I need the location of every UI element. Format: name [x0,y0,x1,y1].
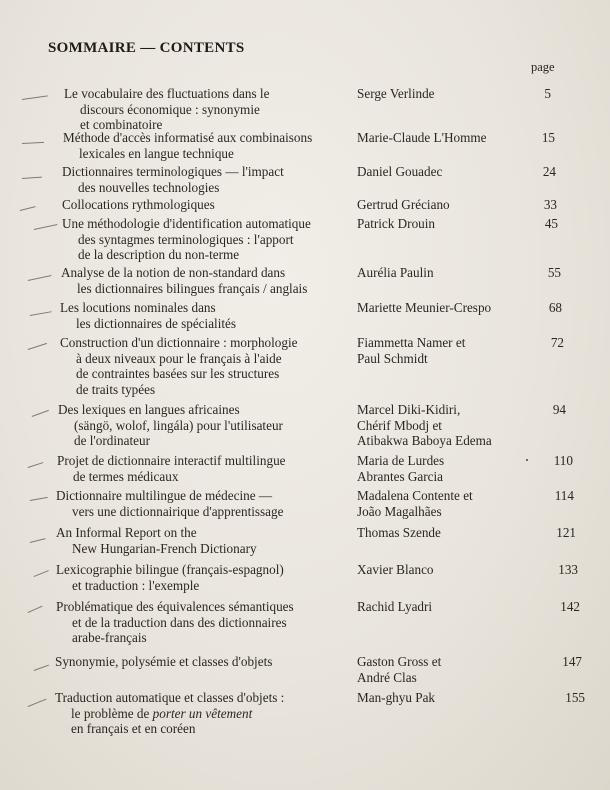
entry-author [357,525,441,541]
entry-author-line: Marcel Diki-Kidiri, [357,402,461,417]
entry-author-line: Maria de Lurdes [357,453,445,468]
pencil-tick-mark [30,311,52,317]
entry-title-line: Projet de dictionnaire interactif multilingue [57,453,286,468]
entry-author [357,86,435,102]
entry-title [57,453,286,484]
entry-title-line: de contraintes basées sur les structures [76,366,280,381]
entry-author-line: Patrick Drouin [357,216,436,231]
pencil-tick-mark [34,570,50,578]
pencil-tick-mark [28,343,48,351]
entry-title-line: de traits typées [76,381,156,397]
pencil-tick-mark [34,665,50,672]
contents-heading: SOMMAIRE — CONTENTS [48,40,245,56]
entry-author-line: Atibakwa Baboya Edema [357,433,492,448]
entry-title-line: Dictionnaires terminologiques — l'impact [62,164,284,179]
pencil-tick-mark [34,224,58,231]
entry-title-line: (sängö, wolof, lingála) pour l'utilisateur [74,417,283,433]
entry-author [357,197,450,213]
entry-title-line: et combinatoire [80,117,163,132]
entry-title-line: le problème de porter un vêtement [71,705,253,721]
entry-title [56,562,284,593]
entry-author [357,654,441,685]
entry-author [357,265,434,281]
entry-author [357,130,486,146]
entry-author [357,335,465,366]
entry-title-line: et de la traduction dans des dictionnaires [72,614,287,630]
entry-title-line: lexicales en langue technique [79,145,234,161]
entry-page-number: 5 [544,86,551,101]
pencil-tick-mark [28,275,52,282]
entry-author [357,690,435,706]
entry-author-line: João Magalhães [357,503,442,519]
entry-title-line: Les locutions nominales dans [60,300,216,315]
entry-page-number: 155 [565,690,585,705]
entry-title-line: Collocations rythmologiques [62,197,215,212]
entry-page-number: 147 [562,654,582,669]
entry-author [357,488,473,519]
entry-author [357,453,444,484]
entry-page-number: 45 [544,216,558,231]
stray-dot [526,459,528,461]
pencil-tick-mark [30,538,46,544]
entry-page-number: 142 [560,599,580,614]
entry-author-line: Fiammetta Namer et [357,335,466,350]
pencil-tick-mark [22,95,48,101]
entry-title-line: New Hungarian-French Dictionary [72,540,257,556]
entry-page-number: 114 [554,488,574,503]
entry-title-line: Synonymie, polysémie et classes d'objets [55,654,273,669]
entry-author-line: Gaston Gross et [357,654,442,669]
entry-author-line: Thomas Szende [357,525,441,540]
entry-page-number: 133 [558,562,578,577]
entry-page-number: 33 [543,197,557,212]
entry-page-number: 68 [548,300,562,315]
entry-title-line: arabe-français [72,630,147,645]
pencil-tick-mark [20,206,36,212]
entry-title [56,599,294,646]
entry-author-line: Serge Verlinde [357,86,435,101]
entry-title [64,86,269,133]
entry-title-line: Des lexiques en langues africaines [58,402,240,417]
entry-title [61,265,307,296]
entry-title-line: Traduction automatique et classes d'objets : [55,690,285,705]
entry-title-line: Dictionnaire multilingue de médecine — [56,488,273,503]
entry-title-line: Analyse de la notion de non-standard dans [61,265,286,280]
pencil-tick-mark [30,497,48,502]
entry-title [56,488,283,519]
pencil-tick-mark [22,142,44,145]
entry-author-line: Chérif Mbodj et [357,417,442,433]
entry-title-line: et traduction : l'exemple [72,577,200,593]
page-column-label: page [531,60,555,74]
entry-page-number: 110 [553,453,573,468]
entry-author-line: Gertrud Gréciano [357,197,450,212]
entry-page-number: 24 [542,164,556,179]
pencil-tick-mark [22,177,42,180]
entry-author [357,562,434,578]
entry-title [60,335,298,397]
pencil-tick-mark [28,462,44,469]
entry-title-line: de termes médicaux [73,468,179,484]
entry-title-line: discours économique : synonymie [80,101,260,117]
entry-author-line: Daniel Gouadec [357,164,443,179]
entry-author [357,599,432,615]
entry-title [58,402,283,449]
entry-title-line: des nouvelles technologies [78,179,220,195]
entry-author-line: André Clas [357,669,417,685]
entry-page-number: 15 [541,130,555,145]
entry-author-line: Paul Schmidt [357,350,428,366]
entry-title [60,300,236,331]
entry-author-line: Man-ghyu Pak [357,690,436,705]
entry-title [55,690,284,737]
entry-title-line: les dictionnaires bilingues français / anglais [77,280,308,296]
entry-title-line: Une méthodologie d'identification automatique [62,216,311,231]
pencil-tick-mark [28,699,47,708]
entry-title-line: de la description du non-terme [78,247,240,262]
entry-page-number: 121 [556,525,576,540]
entry-title [62,164,284,195]
entry-page-number: 72 [550,335,564,350]
entry-page-number: 55 [547,265,561,280]
entry-title-line: Lexicographie bilingue (français-espagnol) [56,562,284,577]
entry-title-line: en français et en coréen [71,721,196,736]
entry-author [357,164,442,180]
entry-author-line: Mariette Meunier-Crespo [357,300,492,315]
entry-title-line: Le vocabulaire des fluctuations dans le [64,86,270,101]
entry-author-line: Xavier Blanco [357,562,434,577]
entry-author-line: Abrantes Garcia [357,468,444,484]
entry-title [62,216,311,263]
pencil-tick-mark [28,606,43,614]
entry-title-line: vers une dictionnairique d'apprentissage [72,503,284,519]
entry-author-line: Marie-Claude L'Homme [357,130,487,145]
entry-title [62,197,215,213]
entry-title-line: Méthode d'accès informatisé aux combinaisons [63,130,313,145]
entry-title-line: à deux niveaux pour le français à l'aide [76,350,282,366]
pencil-tick-mark [32,410,50,418]
entry-author [357,402,492,449]
entry-title [55,654,272,670]
entry-title-line: Construction d'un dictionnaire : morphologie [60,335,298,350]
entry-author-line: Rachid Lyadri [357,599,433,614]
entry-title-line: An Informal Report on the [56,525,197,540]
entry-title-line: de l'ordinateur [74,433,150,448]
entry-title-line: des syntagmes terminologiques : l'apport [78,231,294,247]
entry-page-number: 94 [552,402,566,417]
entry-author-line: Madalena Contente et [357,488,473,503]
entry-title [63,130,312,161]
entry-author [357,216,435,232]
entry-title-line: les dictionnaires de spécialités [76,315,237,331]
entry-author-line: Aurélia Paulin [357,265,434,280]
entry-title [56,525,257,556]
entry-author [357,300,491,316]
entry-title-line: Problématique des équivalences sémantiques [56,599,294,614]
